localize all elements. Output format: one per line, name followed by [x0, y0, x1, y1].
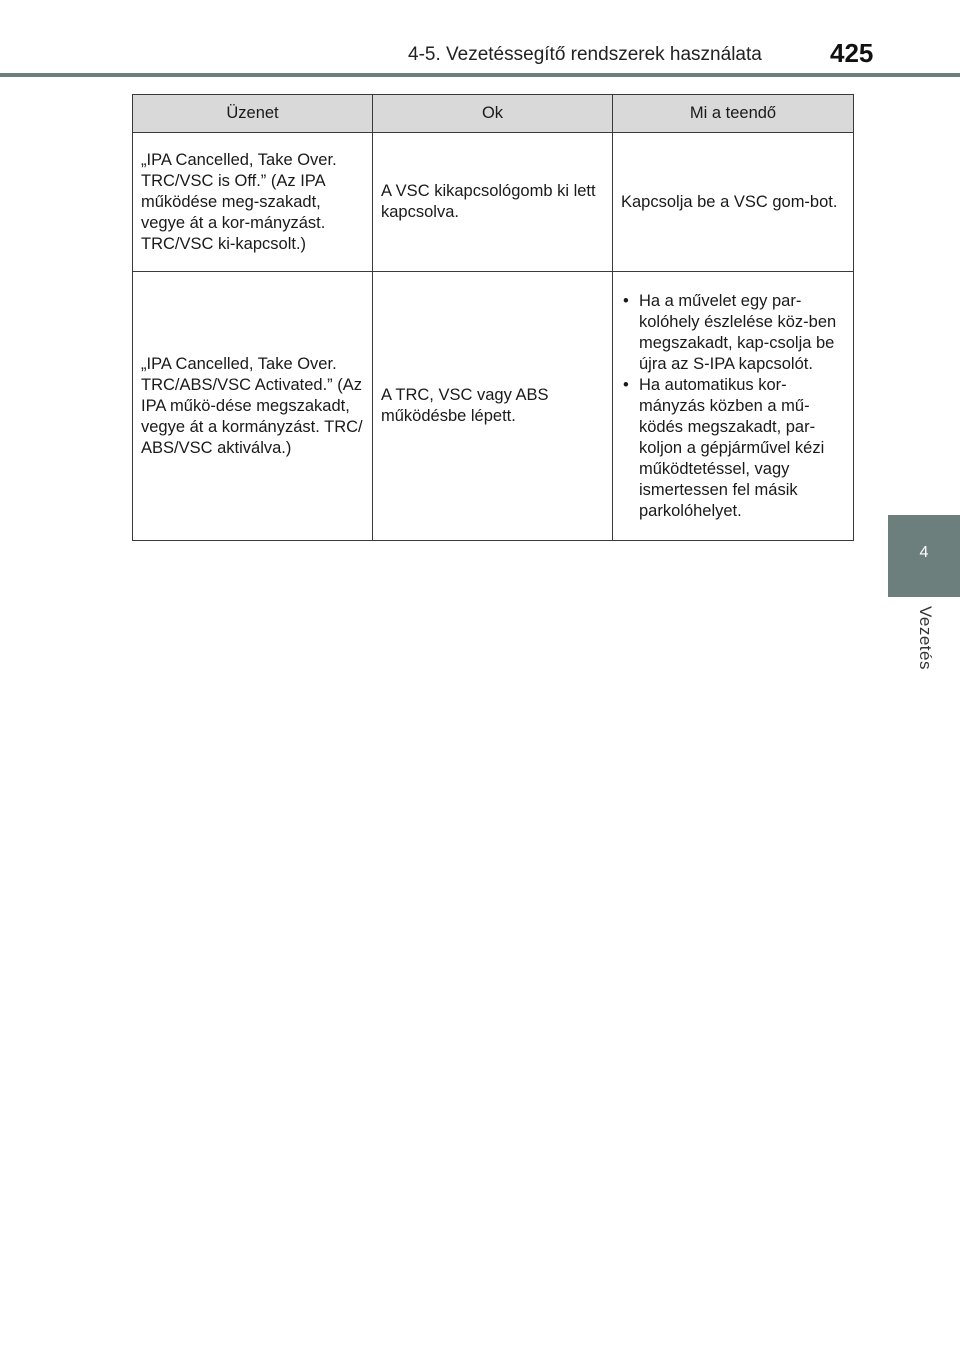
list-item	[621, 291, 845, 375]
message-cell: „IPA Cancelled, Take Over. TRC/VSC is Off.” (Az IPA működése meg-szakadt, vegye át a kor-mányzást. TRC/VSC ki-kapcsolt.)	[133, 133, 373, 272]
column-header-action: Mi a teendő	[613, 95, 854, 133]
action-cell	[613, 272, 854, 541]
column-header-cause: Ok	[373, 95, 613, 133]
section-title: 4-5. Vezetéssegítő rendszerek használata	[408, 44, 762, 65]
cause-cell: A TRC, VSC vagy ABS működésbe lépett.	[373, 272, 613, 541]
action-list	[621, 291, 845, 522]
message-cell: „IPA Cancelled, Take Over. TRC/ABS/VSC Activated.” (Az IPA műkö-dése megszakadt, vegye át a kormányzást. TRC/ ABS/VSC aktiválva.)	[133, 272, 373, 541]
chapter-tab	[888, 515, 960, 597]
table-row	[133, 272, 854, 541]
action-cell: Kapcsolja be a VSC gom-bot.	[613, 133, 854, 272]
list-item-text: Ha a művelet egy par-kolóhely észlelése köz-ben megszakadt, kap-csolja be újra az S-IPA kapcsolót.	[639, 291, 837, 373]
message-table	[132, 94, 854, 541]
column-header-message: Üzenet	[133, 95, 373, 133]
table-row	[133, 133, 854, 272]
list-item	[621, 375, 845, 522]
bullet-icon: •	[623, 375, 629, 394]
page-number: 425	[830, 38, 874, 68]
list-item-text: Ha automatikus kor-mányzás közben a mű-ködés megszakadt, par-koljon a gépjárművel kézi működtetéssel, vagy ismertessen fel másik parkolóhelyet.	[639, 375, 825, 520]
table-header-row	[133, 95, 854, 133]
cause-cell: A VSC kikapcsológomb ki lett kapcsolva.	[373, 133, 613, 272]
bullet-icon: •	[623, 291, 629, 310]
chapter-number: 4	[919, 544, 929, 561]
chapter-label: Vezetés	[916, 606, 935, 670]
header-divider	[0, 73, 960, 77]
